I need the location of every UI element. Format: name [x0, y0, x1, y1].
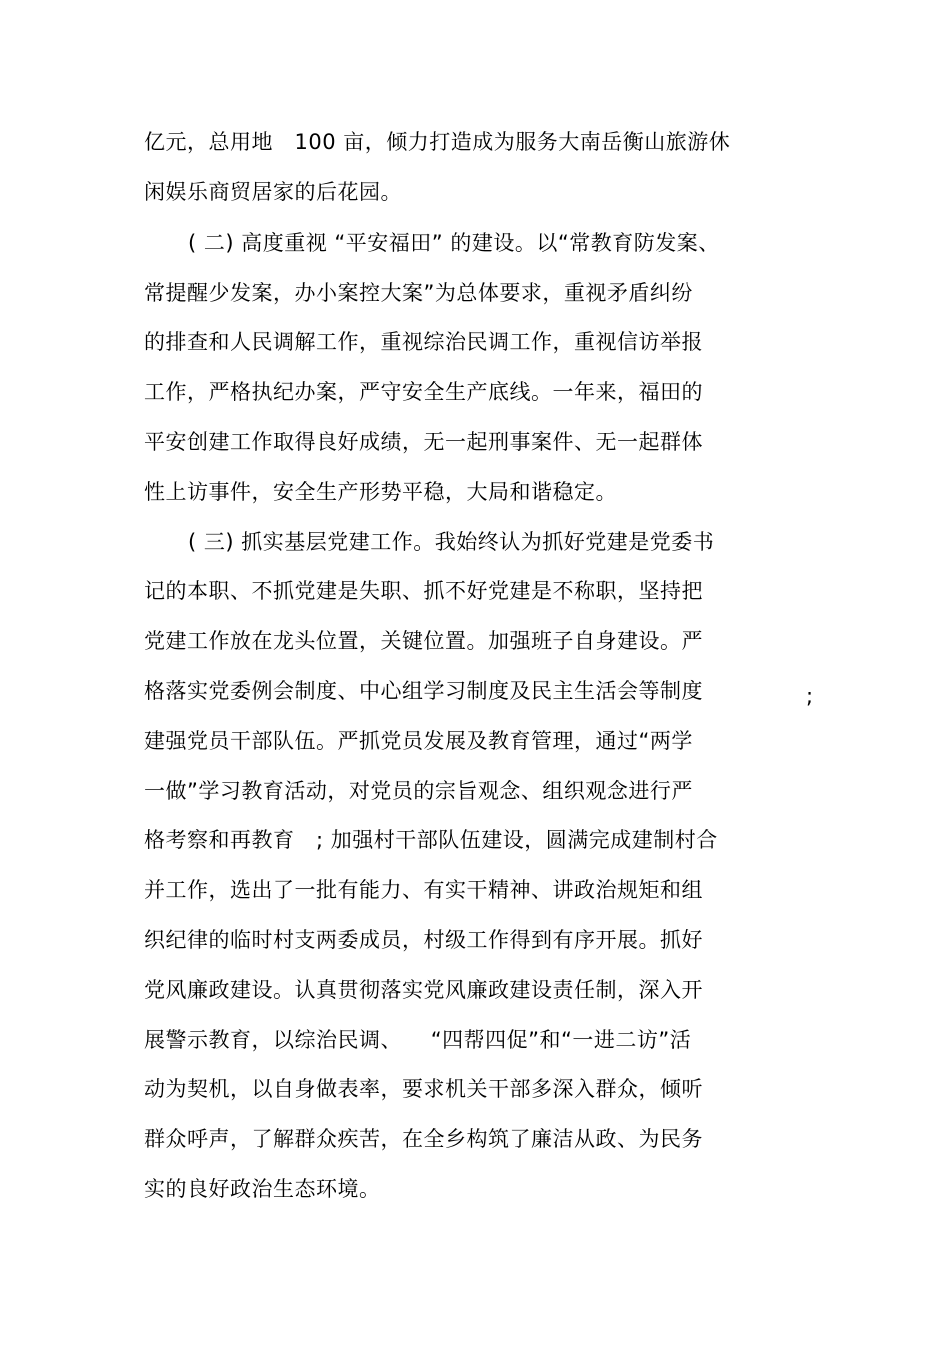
text-line-6: 工作，严格执纪办案，严守安全生产底线。一年来，福田的	[144, 380, 703, 404]
text-line-11: 党建工作放在龙头位置，关键位置。加强班子自身建设。严	[144, 629, 703, 653]
text-line-4: 常提醒少发案，办小案控大案”为总体要求，重视矛盾纠纷	[144, 281, 693, 305]
text-line-21: 群众呼声，了解群众疾苦，在全乡构筑了廉洁从政、为民务	[144, 1127, 703, 1151]
text-line-14: 一做”学习教育活动，对党员的宗旨观念、组织观念进行严	[144, 779, 693, 803]
paragraph-3-start: ( 三) 抓实基层党建工作。我始终认为抓好党建是党委书	[188, 530, 715, 554]
text-line-17: 织纪律的临时村支两委成员，村级工作得到有序开展。抓好	[144, 928, 703, 952]
text-line-7: 平安创建工作取得良好成绩，无一起刑事案件、无一起群体	[144, 430, 703, 454]
text-line-18: 党风廉政建设。认真贯彻落实党风廉政建设责任制，深入开	[144, 978, 703, 1002]
text-line-1: 亿元，总用地 100 亩，倾力打造成为服务大南岳衡山旅游休	[144, 130, 731, 154]
text-line-15: 格考察和再教育 ; 加强村干部队伍建设，圆满完成建制村合	[144, 828, 718, 852]
text-line-10: 记的本职、不抓党建是失职、抓不好党建是不称职，坚持把	[144, 579, 703, 603]
text-line-12: 格落实党委例会制度、中心组学习制度及民主生活会等制度	[144, 679, 703, 703]
text-line-22: 实的良好政治生态环境。	[144, 1177, 381, 1201]
text-line-5: 的排查和人民调解工作，重视综治民调工作，重视信访举报	[144, 330, 703, 354]
trailing-semicolon: ;	[806, 684, 814, 708]
text-line-20: 动为契机，以自身做表率，要求机关干部多深入群众，倾听	[144, 1077, 703, 1101]
text-line-16: 并工作，选出了一批有能力、有实干精神、讲政治规矩和组	[144, 878, 703, 902]
text-line-8: 性上访事件，安全生产形势平稳，大局和谐稳定。	[144, 480, 617, 504]
text-line-13: 建强党员干部队伍。严抓党员发展及教育管理，通过“两学	[144, 729, 693, 753]
paragraph-2-start: ( 二) 高度重视 “平安福田” 的建设。以“常教育防发案、	[188, 231, 720, 255]
text-line-19: 展警示教育，以综治民调、 “四帮四促”和“一进二访”活	[144, 1028, 692, 1052]
text-line-2: 闲娱乐商贸居家的后花园。	[144, 180, 402, 204]
